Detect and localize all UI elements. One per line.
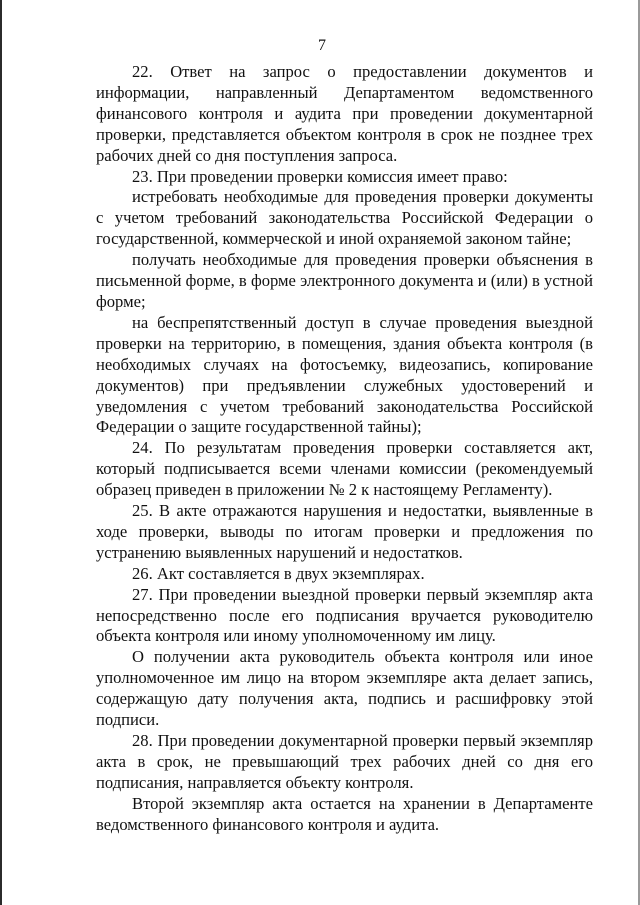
paragraph-23-right-explanations: получать необходимые для проведения проверки объяснения в письменной форме, в форме электронного документа и (или) в устной форме; (96, 250, 593, 311)
paragraph-23: 23. При проведении проверки комиссия имеет право: (132, 166, 508, 186)
document-body (96, 62, 593, 836)
paragraph-22: 22. Ответ на запрос о предоставлении документов и информации, направленный Департаментом ведомственного финансового контроля и аудита при проведении документарной проверки, представляется объектом контроля в срок не позднее трех рабочих дней со дня поступления запроса. (96, 62, 593, 165)
paragraph-28-second-copy: Второй экземпляр акта остается на хранении в Департаменте ведомственного финансового контроля и аудита. (96, 793, 593, 834)
paragraph-27-receipt: О получении акта руководитель объекта контроля или иное уполномоченное им лицо на втором экземпляре акта делает запись, содержащую дату получения акта, подпись и расшифровку этой подписи. (96, 647, 593, 730)
paragraph-24: 24. По результатам проведения проверки составляется акт, который подписывается всеми членами комиссии (рекомендуемый образец приведен в приложении № 2 к настоящему Регламенту). (96, 438, 593, 500)
paragraph-27: 27. При проведении выездной проверки первый экземпляр акта непосредственно после его подписания вручается руководителю объекта контроля или иному уполномоченному им лицу. (96, 584, 593, 646)
page-number: 7 (318, 37, 326, 54)
paragraph-28: 28. При проведении документарной проверки первый экземпляр акта в срок, не превышающий трех рабочих дней со дня его подписания, направляется объекту контроля. (96, 731, 593, 792)
paragraph-25: 25. В акте отражаются нарушения и недостатки, выявленные в ходе проверки, выводы по итогам проверки и предложения по устранению выявленных нарушений и недостатков. (96, 501, 593, 562)
paragraph-23-right-documents: истребовать необходимые для проведения проверки документы с учетом требований законодательства Российской Федерации о государственной, коммерческой и иной охраняемой законом тайне; (96, 187, 593, 249)
paragraph-23-right-access: на беспрепятственный доступ в случае проведения выездной проверки на территорию, в помещения, здания объекта контроля (в необходимых случаях на фотосъемку, видеозапись, копирование документов) при предъявлении служебных удостоверений и уведомления с учетом требований законодательства Российской Федерации о защите государственной тайны); (96, 312, 593, 437)
paragraph-26: 26. Акт составляется в двух экземплярах. (132, 563, 425, 583)
